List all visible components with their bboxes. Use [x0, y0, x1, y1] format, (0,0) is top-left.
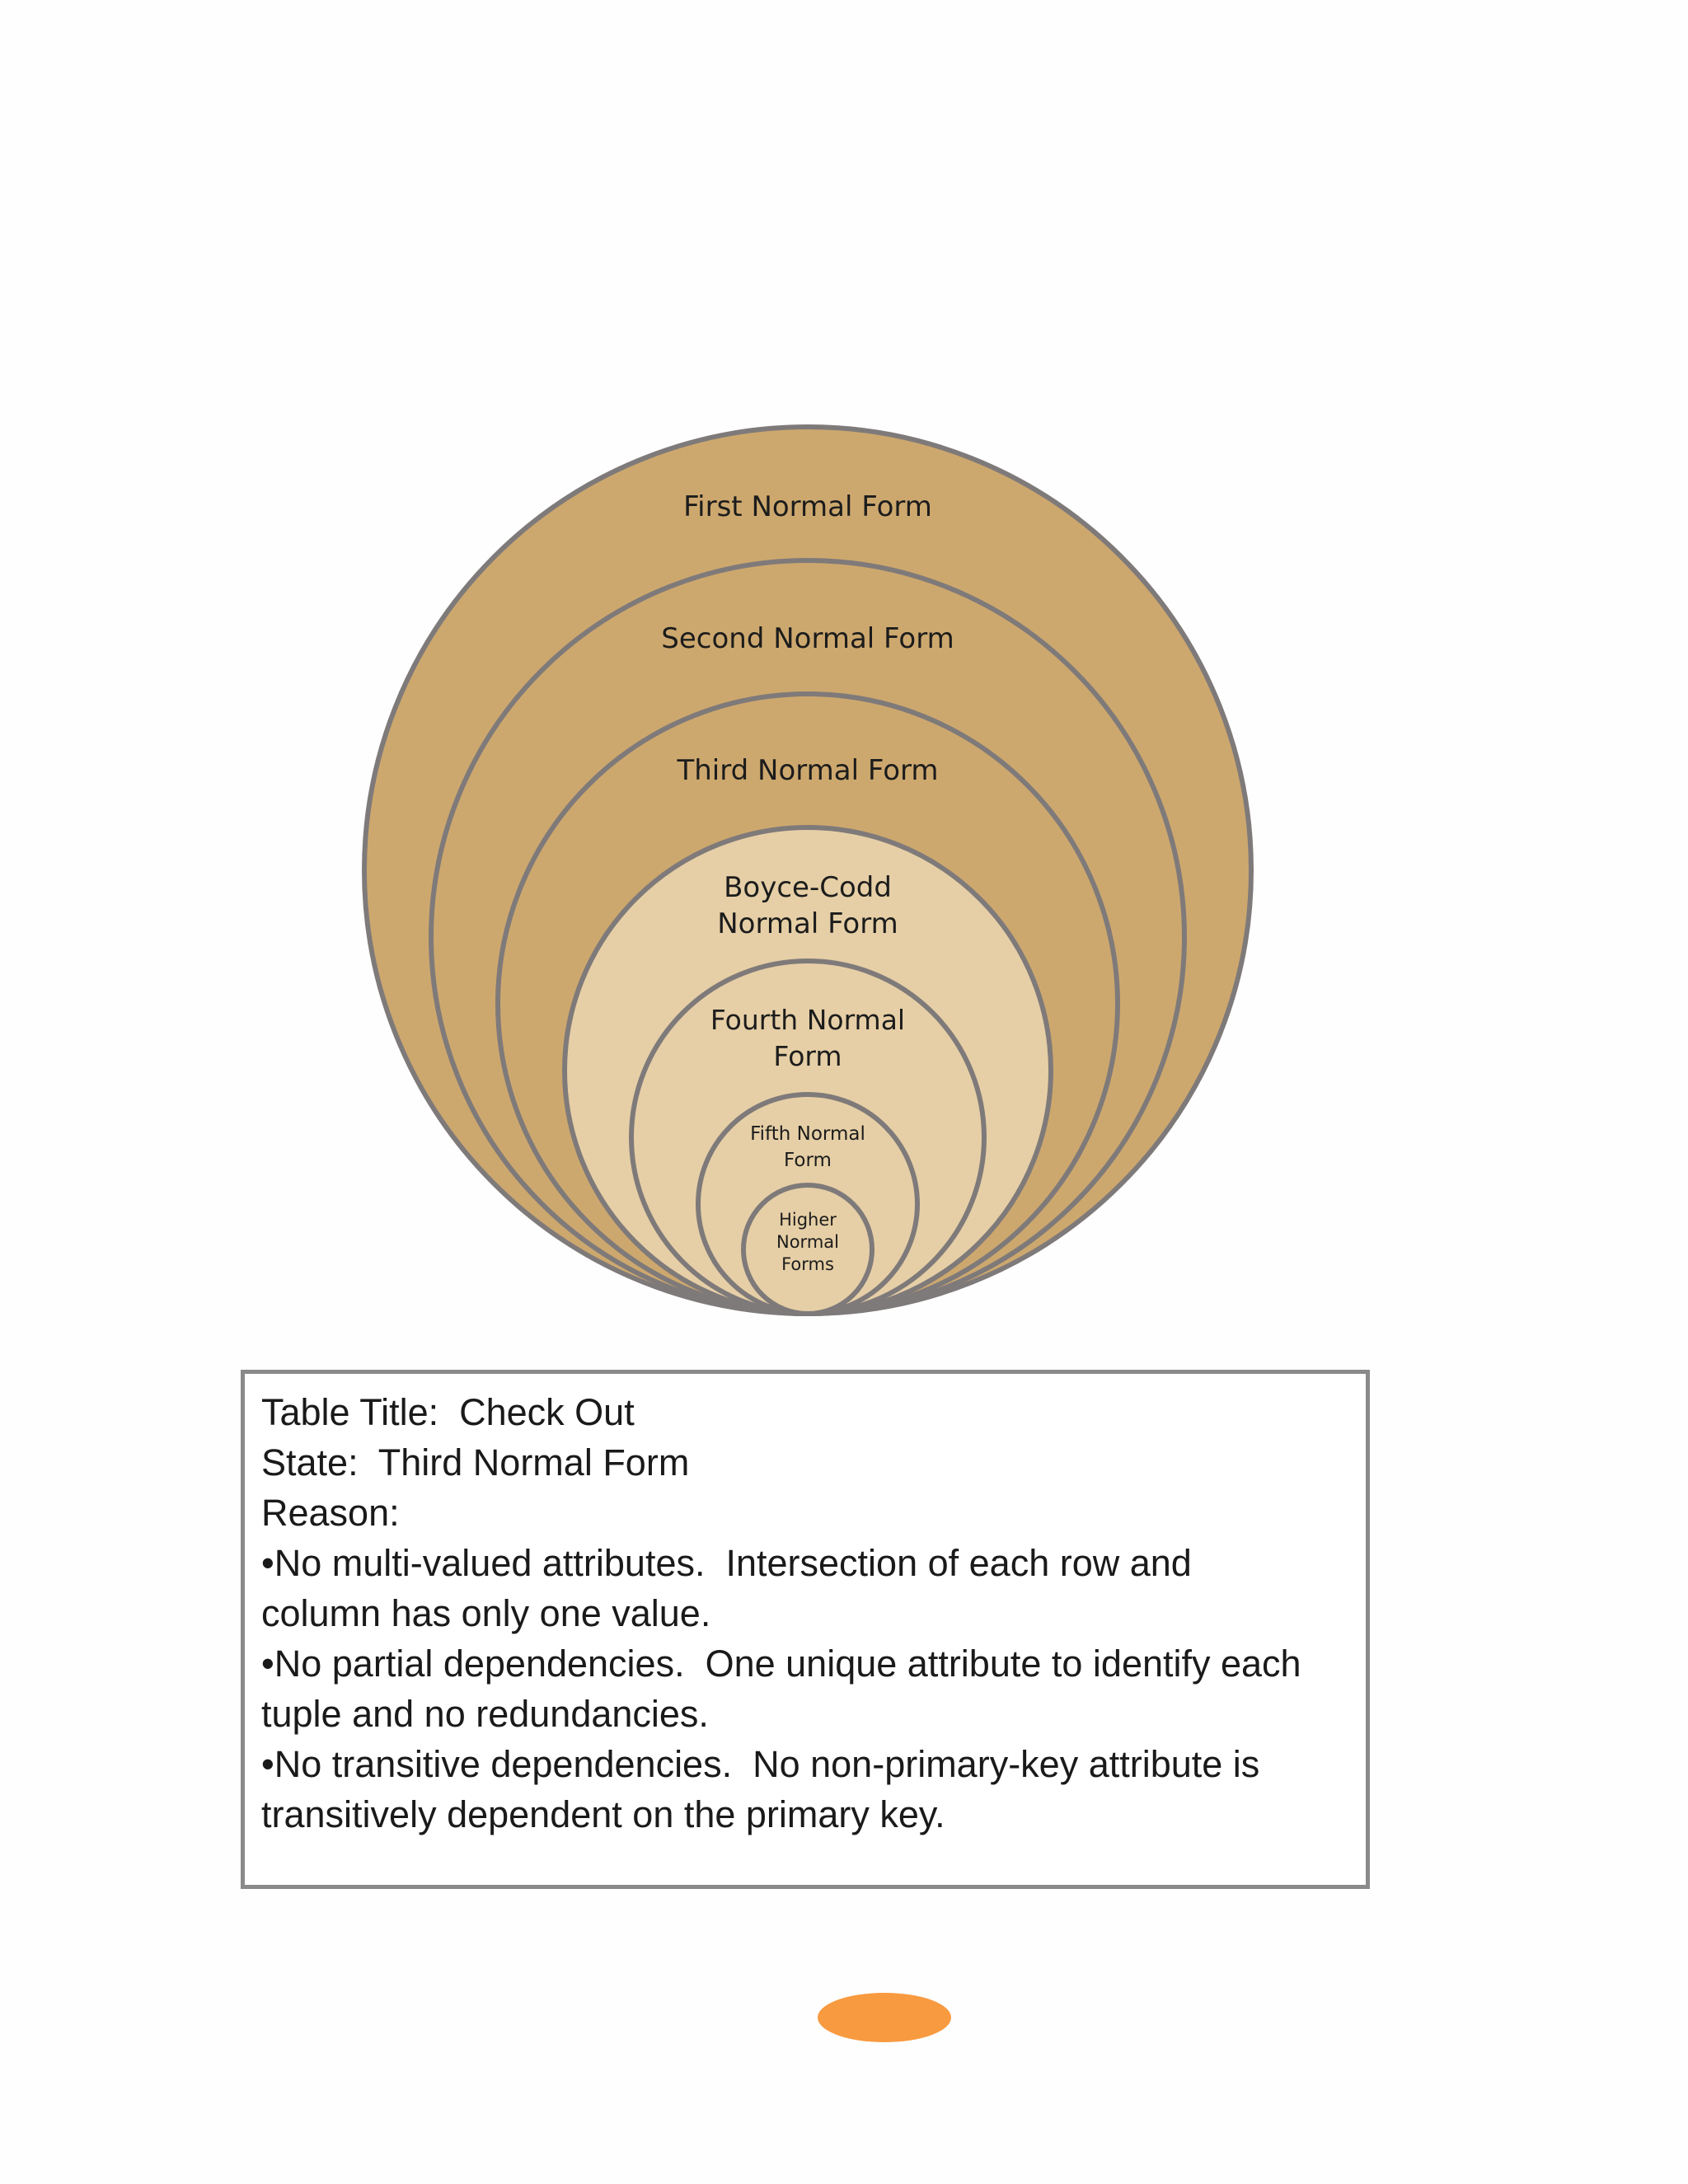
table-info-box: [241, 1370, 1370, 1889]
page-marker-shape: [818, 1993, 951, 2042]
third-normal-form-label: Third Normal Form: [677, 754, 939, 787]
boyce-codd-normal-form-label: Boyce-Codd Normal Form: [717, 871, 898, 940]
reason-bullet-3-cont: transitively dependent on the primary key.: [261, 1793, 945, 1835]
reason-bullet-3: •No transitive dependencies. No non-primary-key attribute is: [261, 1743, 1260, 1785]
reason-bullet-1: •No multi-valued attributes. Intersection of each row and: [261, 1542, 1192, 1584]
state-line: State: Third Normal Form: [261, 1441, 690, 1483]
fifth-normal-form-label: Fifth Normal Form: [750, 1123, 865, 1171]
reason-bullet-2-cont: tuple and no redundancies.: [261, 1693, 709, 1735]
table-title-line: Table Title: Check Out: [261, 1391, 635, 1433]
nested-circles: [364, 427, 1251, 1314]
reason-bullet-1-cont: column has only one value.: [261, 1592, 711, 1634]
higher-normal-form-label: Higher Normal Forms: [776, 1210, 839, 1274]
second-normal-form-label: Second Normal Form: [661, 622, 954, 655]
first-normal-form-label: First Normal Form: [683, 490, 932, 523]
reason-bullet-2: •No partial dependencies. One unique attribute to identify each: [261, 1643, 1301, 1685]
reason-heading: Reason:: [261, 1492, 400, 1534]
fourth-normal-form-label: Fourth Normal Form: [710, 1004, 906, 1072]
